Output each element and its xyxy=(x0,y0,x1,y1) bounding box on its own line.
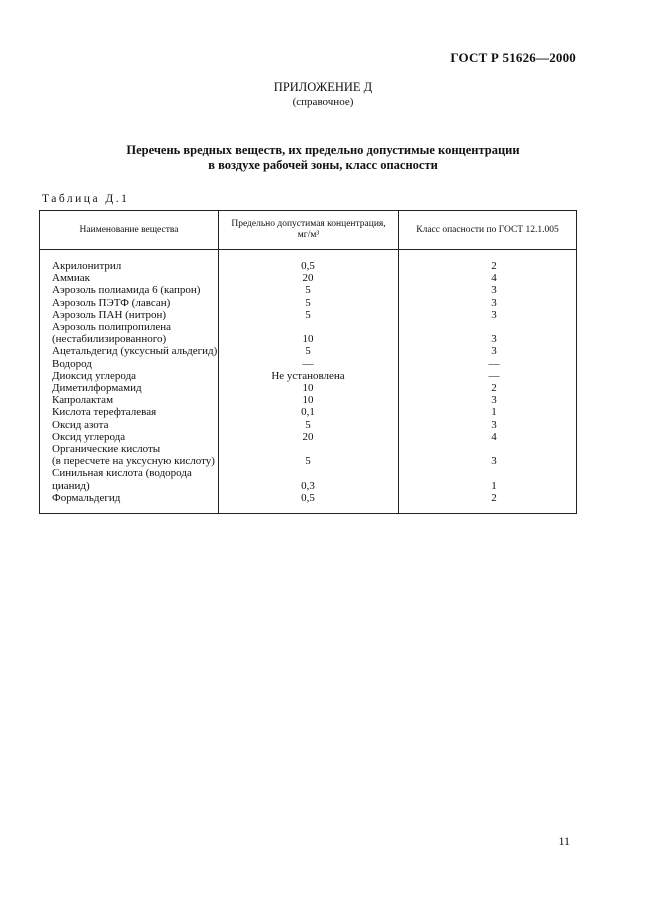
hazard-class-cell: 3 xyxy=(491,345,497,358)
hazard-class-cell: 3 xyxy=(491,296,497,309)
table-row xyxy=(40,443,576,467)
concentration-cell: Не установлена xyxy=(271,369,345,382)
hazard-class-cell: — xyxy=(488,357,500,370)
hazard-class-cell: 3 xyxy=(491,394,497,407)
substance-name-cell: Оксид углерода xyxy=(52,430,126,443)
table-row xyxy=(40,419,576,431)
table-label: Таблица Д.1 xyxy=(42,193,130,205)
substance-name-cell: Формальдегид xyxy=(52,491,121,504)
table-row xyxy=(40,431,576,443)
substance-name-cell: Ацетальдегид (уксусный альдегид) xyxy=(52,345,218,358)
hazard-class-cell: 1 xyxy=(491,406,497,419)
concentration-cell: 5 xyxy=(305,345,311,358)
table-row xyxy=(40,272,576,284)
hazard-class-cell: 3 xyxy=(491,284,497,297)
table-row xyxy=(40,309,576,321)
substance-name-cell: Водород xyxy=(52,357,92,370)
concentration-cell: 10 xyxy=(302,394,314,407)
table-row xyxy=(40,260,576,272)
table-row xyxy=(40,467,576,491)
concentration-cell: 10 xyxy=(302,333,314,346)
table-row xyxy=(40,358,576,370)
table-body xyxy=(40,260,576,504)
hazard-class-cell: 3 xyxy=(491,333,497,346)
table-row xyxy=(40,345,576,357)
header-divider xyxy=(40,249,576,250)
appendix-title: ПРИЛОЖЕНИЕ Д xyxy=(273,80,373,94)
header-concentration-unit: мг/м³ xyxy=(297,230,320,240)
concentration-cell: — xyxy=(302,357,314,370)
table-row xyxy=(40,406,576,418)
page-number: 11 xyxy=(558,834,570,848)
appendix-note: (справочное) xyxy=(292,96,354,108)
substance-name-cell: Акрилонитрил xyxy=(52,260,122,272)
hazard-class-cell: 3 xyxy=(491,418,497,431)
hazard-class-cell: 3 xyxy=(491,308,497,321)
document-title-line-1: Перечень вредных веществ, их предельно допустимые концентрации xyxy=(126,143,520,157)
hazard-class-cell: 1 xyxy=(491,479,497,492)
substance-name-cell: Аэрозоль ПЭТФ (лавсан) xyxy=(52,296,171,309)
substance-name-cell: Оксид азота xyxy=(52,418,109,431)
concentration-cell: 0,5 xyxy=(301,491,315,504)
document-title xyxy=(0,143,646,173)
appendix-heading xyxy=(0,80,646,108)
table-row xyxy=(40,382,576,394)
header-concentration-line-1: Предельно допустимая концентрация, xyxy=(231,219,386,229)
substance-name-cell: Аэрозоль полипропилена (нестабилизированного) xyxy=(52,321,171,346)
substance-name-cell: Капролактам xyxy=(52,394,114,407)
substance-name-cell: Диметилформамид xyxy=(52,382,142,395)
concentration-cell: 5 xyxy=(305,284,311,297)
concentration-cell: 5 xyxy=(305,296,311,309)
hazard-class-cell: 3 xyxy=(491,455,497,468)
hazard-class-cell: 2 xyxy=(491,491,497,504)
substance-name-cell: Синильная кислота (водорода цианид) xyxy=(52,467,192,492)
concentration-cell: 5 xyxy=(305,455,311,468)
hazard-class-cell: — xyxy=(488,369,500,382)
table-row xyxy=(40,492,576,504)
concentration-cell: 0,5 xyxy=(301,260,315,272)
table-row xyxy=(40,284,576,296)
hazard-class-cell: 4 xyxy=(491,430,497,443)
table-row xyxy=(40,297,576,309)
substance-name-cell: Органические кислоты (в пересчете на уксусную кислоту) xyxy=(52,443,215,468)
table-row xyxy=(40,394,576,406)
substance-name-cell: Аэрозоль ПАН (нитрон) xyxy=(52,308,167,321)
concentration-cell: 20 xyxy=(302,272,314,285)
concentration-cell: 20 xyxy=(302,430,314,443)
table-row xyxy=(40,370,576,382)
concentration-cell: 10 xyxy=(302,382,314,395)
table-row xyxy=(40,321,576,345)
substance-name-cell: Диоксид углерода xyxy=(52,369,137,382)
substance-name-cell: Кислота терефталевая xyxy=(52,406,157,419)
substance-name-cell: Аммиак xyxy=(52,272,90,285)
concentration-cell: 5 xyxy=(305,308,311,321)
hazard-class-cell: 2 xyxy=(491,382,497,395)
header-hazard-class: Класс опасности по ГОСТ 12.1.005 xyxy=(416,224,559,235)
substance-name-cell: Аэрозоль полиамида 6 (капрон) xyxy=(52,284,201,297)
header-substance-name: Наименование вещества xyxy=(79,224,179,235)
document-title-line-2: в воздухе рабочей зоны, класс опасности xyxy=(208,158,438,172)
hazard-class-cell: 4 xyxy=(491,272,497,285)
document-code: ГОСТ Р 51626—2000 xyxy=(450,50,576,65)
concentration-cell: 5 xyxy=(305,418,311,431)
substances-table xyxy=(39,210,577,514)
concentration-cell: 0,3 xyxy=(301,479,315,492)
concentration-cell: 0,1 xyxy=(301,406,315,419)
hazard-class-cell: 2 xyxy=(491,260,497,272)
header-concentration xyxy=(219,211,398,249)
